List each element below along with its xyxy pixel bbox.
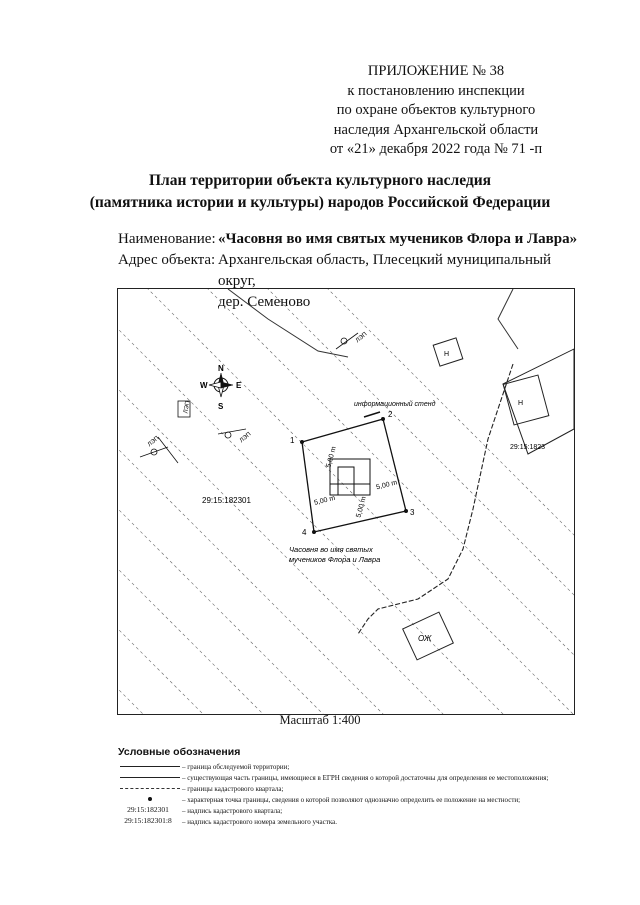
legend <box>118 746 578 827</box>
legend-item <box>118 816 578 827</box>
quarter-boundaries <box>118 289 574 714</box>
quarter-code-label: 29:15:1823 <box>510 444 546 451</box>
power-line-icon <box>140 429 246 463</box>
object-caption: мучеников Флора и Лавра <box>289 555 381 564</box>
power-line-label: ЛЭП <box>183 400 192 414</box>
address-line: дер. Семеново <box>218 294 311 310</box>
title-line: План территории объекта культурного наследия <box>148 172 492 189</box>
building-label: ОЖ <box>418 634 432 643</box>
legend-item <box>118 761 578 772</box>
address-label: Адрес объекта: <box>118 252 216 268</box>
compass-w: W <box>200 381 208 390</box>
name-row <box>118 229 588 250</box>
power-line-label: ЛЭП <box>238 431 253 445</box>
power-line-label: ЛЭП <box>146 435 161 449</box>
parcel-boundary <box>498 289 518 349</box>
boundary-point <box>300 440 304 444</box>
appendix-line: от «21» декабря 2022 года № 71 -п <box>329 141 543 157</box>
compass-s: S <box>218 402 224 411</box>
legend-symbol <box>118 761 182 772</box>
parcel-boundary <box>228 289 348 357</box>
name-label: Наименование: <box>118 231 216 247</box>
point-label: 2 <box>388 410 393 419</box>
map-drawing <box>118 289 574 714</box>
scale-label: Масштаб 1:400 <box>279 713 361 727</box>
dimension-label: 5,00 m <box>313 494 336 507</box>
appendix-header <box>306 62 566 160</box>
legend-item <box>118 772 578 783</box>
building-label: Н <box>444 351 450 358</box>
building-label: Н <box>518 400 524 407</box>
legend-text: – надпись кадастрового номера земельного участка. <box>182 817 337 826</box>
compass-e: E <box>236 381 242 390</box>
dimension-label: 5,00 m <box>355 495 368 519</box>
quarter-code-label: 29:15:182301 <box>202 496 251 505</box>
boundary-point <box>381 417 385 421</box>
legend-symbol <box>118 772 182 783</box>
chapel-footprint <box>330 459 370 495</box>
power-line-icon <box>336 333 358 349</box>
legend-item <box>118 805 578 816</box>
legend-title: Условные обозначения <box>118 746 241 758</box>
legend-symbol: 29:15:182301:8 <box>124 816 172 825</box>
territory-map <box>117 288 575 715</box>
legend-symbol: 29:15:182301 <box>127 805 169 814</box>
appendix-line: наследия Архангельской области <box>333 121 539 138</box>
appendix-line: к постановлению инспекции <box>347 82 525 99</box>
boundary-point <box>404 509 408 513</box>
address-line: Архангельская область, Плесецкий муниципальный округ, <box>218 252 552 289</box>
appendix-line: по охране объектов культурного <box>336 102 536 118</box>
legend-symbol <box>118 783 182 794</box>
name-value: «Часовня во имя святых мучеников Флора и Лавра» <box>218 231 578 247</box>
legend-text: – граница обследуемой территории; <box>182 762 290 771</box>
compass-n: N <box>218 364 224 373</box>
legend-text: – надпись кадастрового квартала; <box>182 806 283 815</box>
info-stand <box>364 412 380 417</box>
point-label: 3 <box>410 508 415 517</box>
power-line-label: ЛЭП <box>354 331 369 345</box>
appendix-line: ПРИЛОЖЕНИЕ № 38 <box>367 63 505 79</box>
legend-item <box>118 794 578 805</box>
point-label: 4 <box>302 528 307 537</box>
compass-icon <box>209 373 233 397</box>
dimension-label: 5,00 m <box>325 445 338 469</box>
object-caption: Часовня во имя святых <box>289 545 373 554</box>
dimension-label: 5,00 m <box>375 479 399 492</box>
legend-text: – существующая часть границы, имеющиеся в ЕГРН сведения о которой достаточны для определения ее местоположения; <box>182 773 549 782</box>
point-label: 1 <box>290 436 295 445</box>
legend-item <box>118 783 578 794</box>
info-stand-label: информационный стенд <box>354 401 436 408</box>
legend-text: – характерная точка границы, сведения о которой позволяют однозначно определить ее положение на местности; <box>182 795 521 804</box>
legend-text: – границы кадастрового квартала; <box>182 784 284 793</box>
document-title <box>0 170 640 214</box>
buildings <box>403 338 574 660</box>
boundary-point <box>312 530 316 534</box>
title-line: (памятника истории и культуры) народов Российской Федерации <box>89 194 551 211</box>
legend-symbol <box>118 794 182 805</box>
